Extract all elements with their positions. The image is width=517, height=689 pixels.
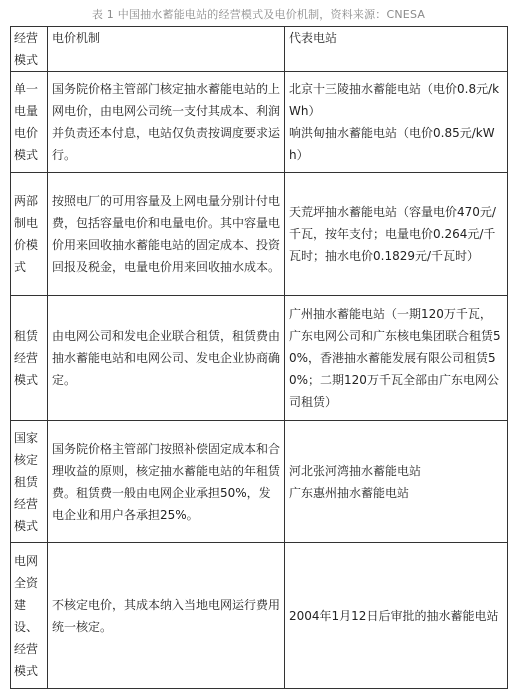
row-stations	[285, 543, 508, 689]
row-mechanism: 不核定电价，其成本纳入当地电网运行费用统一核定。	[48, 543, 285, 689]
station-item: 2004年1月12日后审批的抽水蓄能电站	[289, 608, 499, 623]
table-row	[11, 173, 508, 296]
row-mode: 单一电量电价模式	[11, 72, 48, 173]
station-item: 广州抽水蓄能电站（一期120万千瓦，广东电网公司和广东核电集团联合租赁50%，香港抽水蓄能发展有限公司租赁50%；二期120万千瓦全部由广东电网公司租赁）	[289, 307, 501, 409]
station-item: 广东惠州抽水蓄能电站	[289, 485, 410, 500]
row-mode: 电网全资建设、经营模式	[11, 543, 48, 689]
row-mechanism: 国务院价格主管部门按照补偿固定成本和合理收益的原则，核定抽水蓄能电站的年租赁费。租赁费一般由电网企业承担50%，发电企业和用户各承担25%。	[48, 421, 285, 543]
table-row	[11, 72, 508, 173]
row-stations	[285, 173, 508, 296]
row-mode: 两部制电价模式	[11, 173, 48, 296]
row-mode: 租赁经营模式	[11, 296, 48, 421]
row-mode: 国家核定租赁经营模式	[11, 421, 48, 543]
row-stations	[285, 72, 508, 173]
station-item: 响洪甸抽水蓄能电站（电价0.85元/kWh）	[289, 126, 495, 162]
row-mechanism: 按照电厂的可用容量及上网电量分别计付电费，包括容量电价和电量电价。其中容量电价用来回收抽水蓄能电站的固定成本、投资回报及税金，电量电价用来回收抽水成本。	[48, 173, 285, 296]
row-mechanism: 由电网公司和发电企业联合租赁，租赁费由抽水蓄能电站和电网公司、发电企业协商确定。	[48, 296, 285, 421]
header-mode: 经营模式	[11, 27, 48, 72]
row-stations	[285, 296, 508, 421]
row-stations	[285, 421, 508, 543]
header-stations: 代表电站	[285, 27, 508, 72]
table-caption: 表 1 中国抽水蓄能电站的经营模式及电价机制，资料来源：CNESA	[91, 8, 426, 21]
table-row	[11, 543, 508, 689]
table-header-row	[11, 27, 508, 72]
station-item: 天荒坪抽水蓄能电站（容量电价470元/千瓦，按年支付；电量电价0.264元/千瓦时；抽水电价0.1829元/千瓦时）	[289, 205, 496, 263]
header-mechanism: 电价机制	[48, 27, 285, 72]
table-row	[11, 296, 508, 421]
station-item: 河北张河湾抽水蓄能电站	[289, 463, 422, 478]
business-model-table	[10, 26, 508, 689]
station-item: 北京十三陵抽水蓄能电站（电价0.8元/kWh）	[289, 82, 500, 118]
table-row	[11, 421, 508, 543]
row-mechanism: 国务院价格主管部门核定抽水蓄能电站的上网电价，由电网公司统一支付其成本、利润并负责还本付息，电站仅负责按调度要求运行。	[48, 72, 285, 173]
